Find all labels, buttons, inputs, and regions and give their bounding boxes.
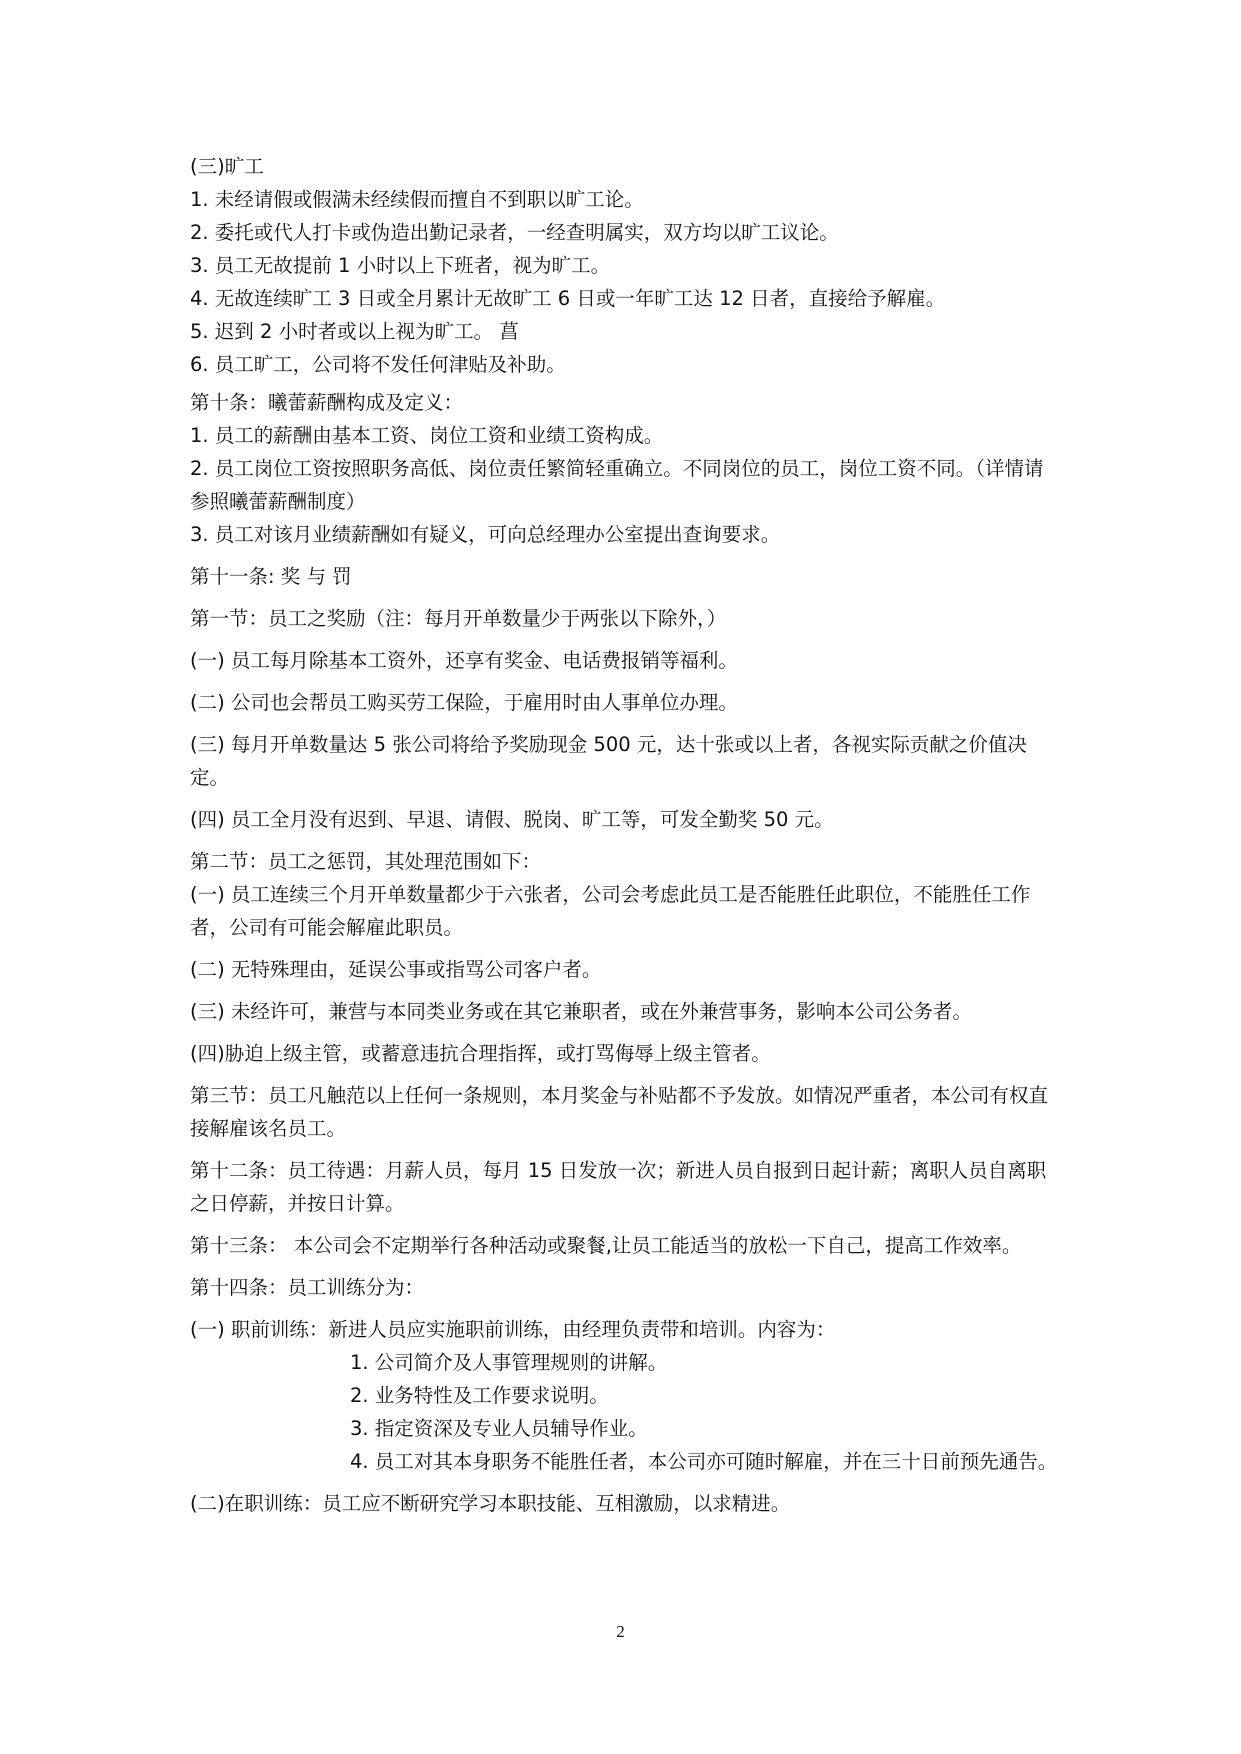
reward-item: (三) 每月开单数量达 5 张公司将给予奖励现金 500 元，达十张或以上者，各视实际贡献之价值决定。: [190, 733, 1027, 789]
list-item: 3. 员工无故提前 1 小时以上下班者，视为旷工。: [190, 254, 611, 277]
section-1-heading: 第一节：员工之奖励（注：每月开单数量少于两张以下除外，）: [190, 607, 727, 630]
list-item: 1. 未经请假或假满未经续假而擅自不到职以旷工论。: [190, 188, 644, 211]
section-2-heading: 第二节：员工之惩罚，其处理范围如下：: [190, 850, 542, 873]
list-item: 3. 指定资深及专业人员辅导作业。: [350, 1417, 648, 1440]
page-number: 2: [616, 1622, 625, 1641]
document-body: [190, 150, 1060, 1520]
article-14-heading: 第十四条：员工训练分为：: [190, 1276, 425, 1299]
reward-item: (二) 公司也会帮员工购买劳工保险，于雇用时由人事单位办理。: [190, 691, 738, 714]
list-item: 1. 员工的薪酬由基本工资、岗位工资和业绩工资构成。: [190, 424, 664, 447]
penalty-item: (二) 无特殊理由，延误公事或指骂公司客户者。: [190, 958, 602, 981]
list-item: 4. 无故连续旷工 3 日或全月累计无故旷工 6 日或一年旷工达 12 日者，直接给予解雇。: [190, 287, 946, 310]
article-11-heading: 第十一条: 奖 与 罚: [190, 565, 352, 588]
article-13-text: 第十三条： 本公司会不定期举行各种活动或聚餐,让员工能适当的放松一下自己，提高工作效率。: [190, 1234, 1022, 1257]
list-item: 5. 迟到 2 小时者或以上视为旷工。 菖: [190, 320, 519, 343]
pre-training-list: [350, 1346, 1060, 1478]
on-job-training-text: (二)在职训练：员工应不断研究学习本职技能、互相激励，以求精进。: [190, 1492, 791, 1515]
list-item: 3. 员工对该月业绩薪酬如有疑义，可向总经理办公室提出查询要求。: [190, 523, 781, 546]
list-item: 2. 员工岗位工资按照职务高低、岗位责任繁简轻重确立。不同岗位的员工，岗位工资不同。（详情请参照曦蕾薪酬制度）: [190, 457, 1044, 513]
penalty-item: (三) 未经许可，兼营与本同类业务或在其它兼职者，或在外兼营事务，影响本公司公务者。: [190, 1000, 972, 1023]
article-10-heading: 第十条：曦蕾薪酬构成及定义：: [190, 391, 464, 414]
section-3-text: 第三节：员工凡触范以上任何一条规则，本月奖金与补贴都不予发放。如情况严重者，本公司有权直接解雇该名员工。: [190, 1084, 1049, 1140]
list-item: 4. 员工对其本身职务不能胜任者，本公司亦可随时解雇，并在三十日前预先通告。: [350, 1450, 1058, 1473]
penalty-item: (一) 员工连续三个月开单数量都少于六张者，公司会考虑此员工是否能胜任此职位，不能胜任工作者，公司有可能会解雇此职员。: [190, 883, 1031, 939]
list-item: 6. 员工旷工，公司将不发任何津贴及补助。: [190, 353, 566, 376]
penalty-item: (四)胁迫上级主管，或蓄意违抗合理指挥，或打骂侮辱上级主管者。: [190, 1042, 771, 1065]
reward-item: (四) 员工全月没有迟到、早退、请假、脱岗、旷工等，可发全勤奖 50 元。: [190, 808, 834, 831]
reward-item: (一) 员工每月除基本工资外，还享有奖金、电话费报销等福利。: [190, 649, 738, 672]
list-item: 2. 委托或代人打卡或伪造出勤记录者，一经查明属实，双方均以旷工议论。: [190, 221, 839, 244]
pre-training-text: (一) 职前训练：新进人员应实施职前训练，由经理负责带和培训。内容为：: [190, 1318, 836, 1341]
list-item: 1. 公司简介及人事管理规则的讲解。: [350, 1351, 668, 1374]
list-item: 2. 业务特性及工作要求说明。: [350, 1384, 609, 1407]
section-heading-absenteeism: (三)旷工: [190, 155, 264, 178]
article-12-text: 第十二条：员工待遇：月薪人员，每月 15 日发放一次；新进人员自报到日起计薪；离职人员自离职之日停薪，并按日计算。: [190, 1159, 1047, 1215]
